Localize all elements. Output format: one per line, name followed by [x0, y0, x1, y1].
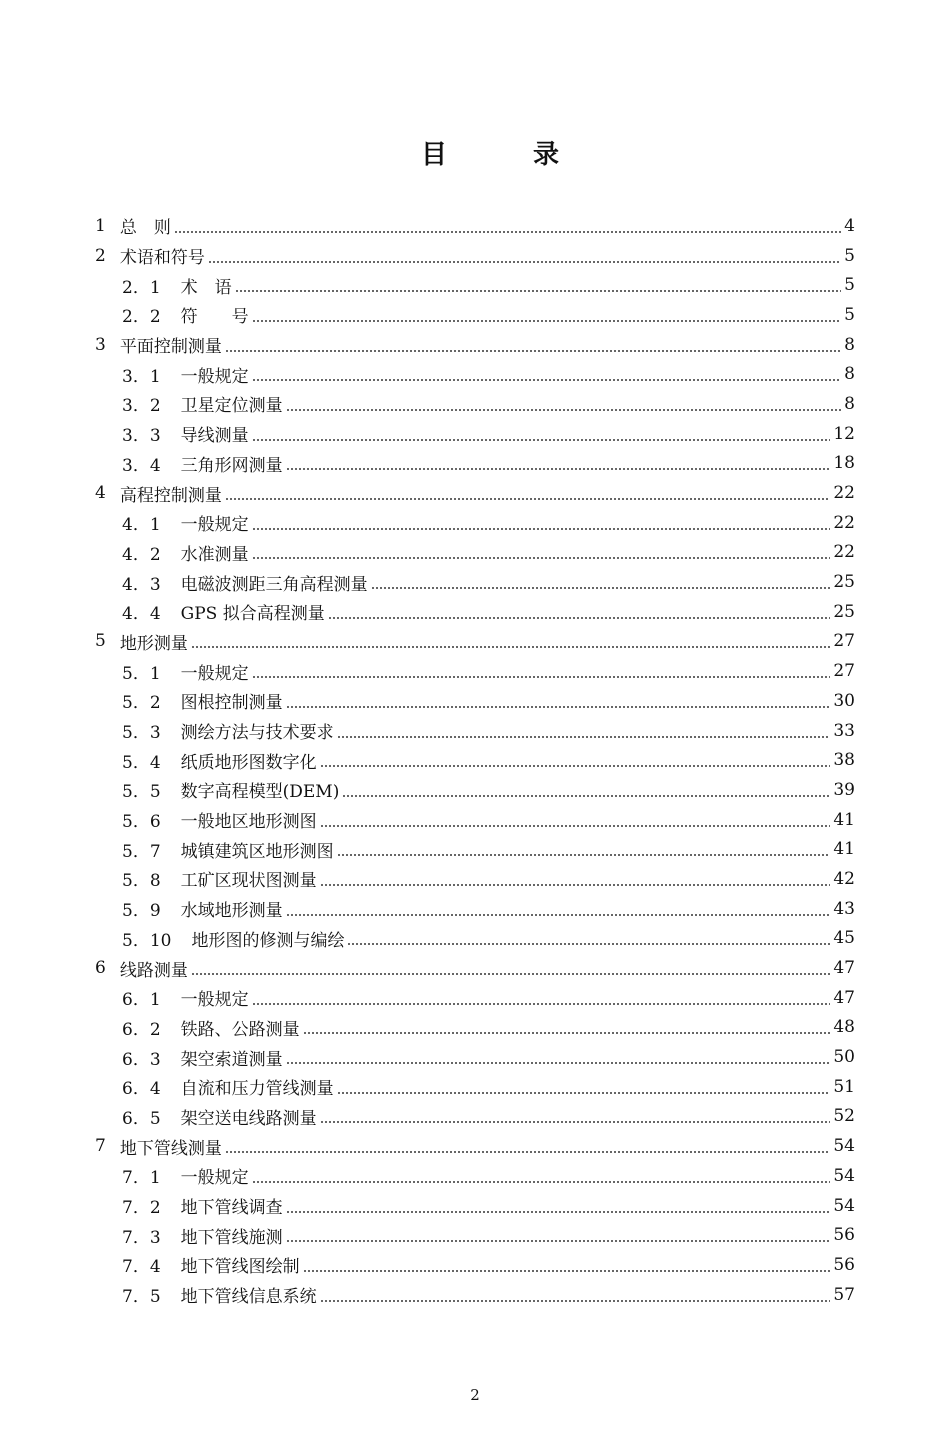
toc-entry-number: 2．1 [122, 277, 161, 298]
toc-entry-page: 45 [833, 928, 855, 949]
toc-entry-page: 38 [833, 750, 855, 771]
dot-leader [252, 557, 831, 559]
toc-entry-page: 56 [833, 1225, 855, 1246]
toc-entry-number: 3．3 [122, 426, 161, 447]
toc-entry-page: 27 [833, 631, 855, 652]
toc-entry-page: 52 [833, 1106, 855, 1127]
toc-chapter-entry[interactable] [95, 211, 855, 241]
toc-entry-page: 51 [833, 1076, 855, 1097]
toc-chapter-entry[interactable] [95, 478, 855, 508]
toc-entry-number: 7．5 [122, 1287, 161, 1308]
toc-entry-number: 4．4 [122, 604, 161, 625]
toc-entry-label: 地下管线图绘制 [180, 1257, 300, 1278]
toc-entry-number: 7 [95, 1136, 106, 1157]
toc-entry-page: 39 [833, 779, 855, 800]
toc-entry-label: 地下管线测量 [119, 1138, 222, 1159]
toc-entry-label: 高程控制测量 [119, 485, 222, 506]
toc-chapter-entry[interactable] [95, 1131, 855, 1161]
toc-subsection-entry[interactable] [95, 270, 855, 300]
toc-entry-number: 2 [95, 245, 106, 266]
toc-entry-label: 平面控制测量 [119, 337, 222, 358]
toc-entry-number: 4．2 [122, 544, 161, 565]
toc-subsection-entry[interactable] [95, 538, 855, 568]
toc-subsection-entry[interactable] [95, 983, 855, 1013]
toc-subsection-entry[interactable] [95, 1013, 855, 1043]
toc-entry-number: 3 [95, 334, 106, 355]
toc-subsection-entry[interactable] [95, 359, 855, 389]
toc-entry-label: 测绘方法与技术要求 [180, 723, 334, 744]
toc-entry-page: 4 [844, 215, 855, 236]
toc-entry-number: 5 [95, 631, 106, 652]
toc-entry-number: 5．7 [122, 841, 161, 862]
dot-leader [225, 1151, 831, 1153]
toc-entry-label: 自流和压力管线测量 [180, 1079, 334, 1100]
toc-entry-page: 25 [833, 572, 855, 593]
toc-entry-label: 导线测量 [180, 426, 249, 447]
toc-subsection-entry[interactable] [95, 775, 855, 805]
dot-leader [286, 409, 842, 411]
toc-entry-page: 12 [833, 423, 855, 444]
dot-leader [191, 973, 831, 975]
toc-subsection-entry[interactable] [95, 508, 855, 538]
toc-entry-number: 5．6 [122, 812, 161, 833]
toc-entry-number: 5．10 [122, 930, 172, 951]
toc-entry-page: 18 [833, 453, 855, 474]
toc-entry-number: 1 [95, 215, 106, 236]
toc-entry-number: 6．1 [122, 990, 161, 1011]
dot-leader [286, 1062, 831, 1064]
toc-entry-page: 25 [833, 601, 855, 622]
toc-entry-label: 线路测量 [119, 960, 188, 981]
dot-leader [320, 825, 831, 827]
toc-entry-label: 地形图的修测与编绘 [191, 930, 345, 951]
toc-subsection-entry[interactable] [95, 389, 855, 419]
toc-subsection-entry[interactable] [95, 1042, 855, 1072]
toc-entry-label: 城镇建筑区地形测图 [180, 841, 334, 862]
toc-entry-label: 工矿区现状图测量 [180, 871, 317, 892]
table-of-contents [95, 211, 855, 1309]
dot-leader [286, 468, 831, 470]
dot-leader [342, 795, 830, 797]
toc-subsection-entry[interactable] [95, 864, 855, 894]
toc-entry-label: 架空索道测量 [180, 1049, 283, 1070]
toc-entry-label: 电磁波测距三角高程测量 [180, 574, 368, 595]
toc-entry-number: 7．3 [122, 1227, 161, 1248]
toc-entry-page: 27 [833, 661, 855, 682]
toc-entry-page: 48 [833, 1017, 855, 1038]
dot-leader [328, 617, 831, 619]
toc-subsection-entry[interactable] [95, 1250, 855, 1280]
toc-subsection-entry[interactable] [95, 924, 855, 954]
toc-subsection-entry[interactable] [95, 805, 855, 835]
toc-entry-label: 符 号 [180, 307, 249, 328]
dot-leader [252, 320, 842, 322]
toc-subsection-entry[interactable] [95, 716, 855, 746]
toc-entry-label: 三角形网测量 [180, 455, 283, 476]
toc-subsection-entry[interactable] [95, 1220, 855, 1250]
toc-entry-page: 42 [833, 868, 855, 889]
toc-subsection-entry[interactable] [95, 1072, 855, 1102]
toc-entry-page: 41 [833, 839, 855, 860]
dot-leader [347, 943, 830, 945]
toc-subsection-entry[interactable] [95, 419, 855, 449]
toc-entry-label: 地下管线信息系统 [180, 1287, 317, 1308]
toc-entry-number: 4 [95, 483, 106, 504]
dot-leader [174, 231, 841, 233]
toc-subsection-entry[interactable] [95, 1191, 855, 1221]
toc-entry-page: 8 [844, 364, 855, 385]
toc-entry-label: 地下管线施测 [180, 1227, 283, 1248]
dot-leader [320, 1300, 831, 1302]
toc-entry-number: 2．2 [122, 307, 161, 328]
dot-leader [225, 350, 841, 352]
dot-leader [286, 706, 831, 708]
toc-subsection-entry[interactable] [95, 597, 855, 627]
toc-entry-label: 地下管线调查 [180, 1198, 283, 1219]
toc-entry-label: 一般规定 [180, 663, 249, 684]
toc-entry-label: 架空送电线路测量 [180, 1108, 317, 1129]
toc-entry-page: 22 [833, 483, 855, 504]
toc-entry-label: GPS 拟合高程测量 [180, 604, 325, 625]
toc-entry-page: 33 [833, 720, 855, 741]
toc-entry-page: 47 [833, 987, 855, 1008]
dot-leader [371, 587, 831, 589]
toc-entry-label: 数字高程模型(DEM) [180, 782, 340, 803]
toc-entry-label: 术语和符号 [119, 248, 205, 269]
toc-entry-page: 57 [833, 1284, 855, 1305]
toc-subsection-entry[interactable] [95, 894, 855, 924]
dot-leader [252, 676, 831, 678]
toc-entry-number: 5．2 [122, 693, 161, 714]
toc-entry-page: 43 [833, 898, 855, 919]
dot-leader [252, 528, 831, 530]
toc-entry-page: 8 [844, 334, 855, 355]
toc-entry-page: 5 [844, 304, 855, 325]
dot-leader [337, 854, 831, 856]
toc-entry-number: 5．3 [122, 723, 161, 744]
toc-entry-page: 22 [833, 512, 855, 533]
toc-subsection-entry[interactable] [95, 567, 855, 597]
toc-entry-number: 3．1 [122, 366, 161, 387]
toc-chapter-entry[interactable] [95, 953, 855, 983]
dot-leader [235, 290, 842, 292]
toc-subsection-entry[interactable] [95, 834, 855, 864]
dot-leader [225, 498, 831, 500]
toc-entry-number: 5．5 [122, 782, 161, 803]
toc-entry-label: 一般地区地形测图 [180, 812, 317, 833]
dot-leader [337, 1092, 831, 1094]
toc-entry-label: 水域地形测量 [180, 901, 283, 922]
toc-entry-page: 47 [833, 958, 855, 979]
toc-entry-label: 一般规定 [180, 1168, 249, 1189]
toc-subsection-entry[interactable] [95, 1161, 855, 1191]
toc-entry-number: 3．4 [122, 455, 161, 476]
dot-leader [303, 1270, 831, 1272]
toc-entry-label: 一般规定 [180, 990, 249, 1011]
toc-entry-page: 22 [833, 542, 855, 563]
dot-leader [320, 884, 831, 886]
toc-entry-page: 54 [833, 1195, 855, 1216]
toc-entry-number: 4．3 [122, 574, 161, 595]
page-title: 目 录 [420, 140, 589, 170]
page-number: 2 [470, 1386, 480, 1404]
toc-entry-page: 54 [833, 1136, 855, 1157]
toc-entry-label: 铁路、公路测量 [180, 1019, 300, 1040]
toc-entry-page: 50 [833, 1047, 855, 1068]
dot-leader [286, 1240, 831, 1242]
dot-leader [252, 1181, 831, 1183]
toc-chapter-entry[interactable] [95, 330, 855, 360]
toc-entry-number: 5．4 [122, 752, 161, 773]
toc-entry-label: 水准测量 [180, 544, 249, 565]
toc-entry-number: 6．3 [122, 1049, 161, 1070]
toc-chapter-entry[interactable] [95, 241, 855, 271]
toc-subsection-entry[interactable] [95, 1280, 855, 1310]
dot-leader [320, 765, 831, 767]
toc-entry-number: 5．8 [122, 871, 161, 892]
toc-entry-page: 30 [833, 690, 855, 711]
toc-subsection-entry[interactable] [95, 656, 855, 686]
toc-entry-label: 地形测量 [119, 633, 188, 654]
toc-entry-number: 6 [95, 958, 106, 979]
toc-entry-number: 6．2 [122, 1019, 161, 1040]
toc-entry-label: 术 语 [180, 277, 232, 298]
toc-subsection-entry[interactable] [95, 1102, 855, 1132]
dot-leader [191, 646, 831, 648]
toc-subsection-entry[interactable] [95, 449, 855, 479]
dot-leader [252, 379, 842, 381]
toc-entry-label: 一般规定 [180, 366, 249, 387]
dot-leader [337, 736, 831, 738]
toc-entry-label: 图根控制测量 [180, 693, 283, 714]
dot-leader [303, 1032, 831, 1034]
toc-entry-number: 4．1 [122, 515, 161, 536]
toc-entry-number: 6．4 [122, 1079, 161, 1100]
toc-entry-number: 7．2 [122, 1198, 161, 1219]
toc-entry-page: 56 [833, 1254, 855, 1275]
toc-entry-page: 8 [844, 393, 855, 414]
toc-entry-label: 总 则 [119, 218, 171, 239]
toc-subsection-entry[interactable] [95, 745, 855, 775]
toc-entry-label: 卫星定位测量 [180, 396, 283, 417]
toc-entry-number: 6．5 [122, 1108, 161, 1129]
toc-chapter-entry[interactable] [95, 627, 855, 657]
dot-leader [252, 439, 831, 441]
toc-entry-page: 5 [844, 245, 855, 266]
toc-entry-number: 5．9 [122, 901, 161, 922]
dot-leader [208, 261, 841, 263]
dot-leader [252, 1003, 831, 1005]
toc-entry-page: 41 [833, 809, 855, 830]
toc-entry-number: 7．4 [122, 1257, 161, 1278]
toc-entry-number: 3．2 [122, 396, 161, 417]
dot-leader [286, 1211, 831, 1213]
toc-entry-number: 7．1 [122, 1168, 161, 1189]
toc-entry-label: 纸质地形图数字化 [180, 752, 317, 773]
dot-leader [286, 914, 831, 916]
dot-leader [320, 1121, 831, 1123]
toc-entry-number: 5．1 [122, 663, 161, 684]
toc-entry-label: 一般规定 [180, 515, 249, 536]
toc-subsection-entry[interactable] [95, 686, 855, 716]
toc-entry-page: 54 [833, 1165, 855, 1186]
toc-entry-page: 5 [844, 275, 855, 296]
toc-subsection-entry[interactable] [95, 300, 855, 330]
